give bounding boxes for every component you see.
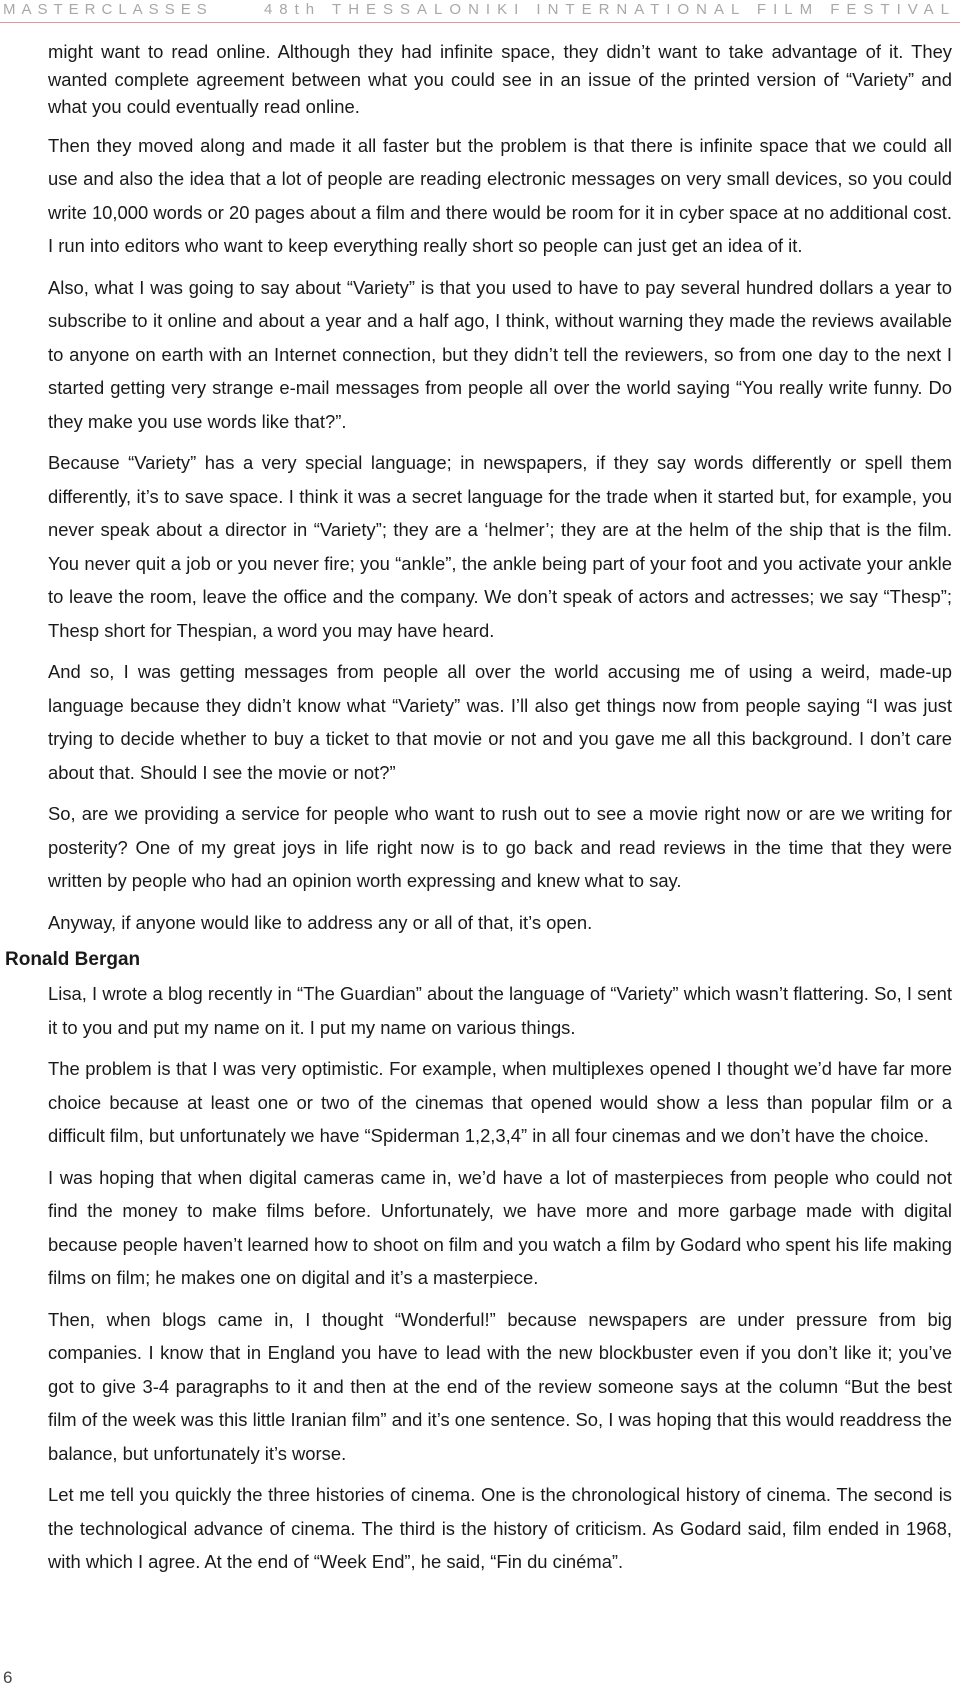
speaker-name: Ronald Bergan — [5, 949, 141, 970]
header-festival-title: 48th THESSALONIKI INTERNATIONAL FILM FESTIVAL — [263, 1, 956, 18]
page-number: 6 — [3, 1668, 13, 1687]
paragraph: Lisa, I wrote a blog recently in “The Guardian” about the language of “Variety” which wasn’t flattering. So, I sent it to you and put my name on it. I put my name on various things. — [48, 983, 952, 1038]
paragraph: Then they moved along and made it all faster but the problem is that there is infinite space that we could all use and also the idea that a lot of people are reading electronic messages on very small devices, so you could write 10,000 words or 20 pages about a film and there would be room for it in cyber space at no additional cost. I run into editors who want to keep everything really short so people can just get an idea of it. — [48, 134, 952, 256]
paragraph: Let me tell you quickly the three histories of cinema. One is the chronological history of cinema. The second is the technological advance of cinema. The third is the history of criticism. As Godard said, film ended in 1968, with which I agree. At the end of “Week End”, he said, “Fin du cinéma”. — [48, 1484, 952, 1572]
paragraph: So, are we providing a service for people who want to rush out to see a movie right now or are we writing for posterity? One of my great joys in life right now is to go back and read reviews in the time that they were written by people who had an opinion worth expressing and knew what to say. — [48, 803, 952, 891]
running-header — [0, 0, 960, 23]
page-body — [0, 38, 960, 1587]
paragraph: Also, what I was going to say about “Variety” is that you used to have to pay several hundred dollars a year to subscribe to it online and about a year and a half ago, I think, without warning they made the reviews available to anyone on earth with an Internet connection, but they didn’t tell the reviewers, so from one day to the next I started getting very strange e-mail messages from people all over the world saying “You really write funny. Do they make you use words like that?”. — [48, 276, 952, 432]
paragraph: might want to read online. Although they had infinite space, they didn’t want to take advantage of it. They wanted complete agreement between what you could see in an issue of the printed version of “Variety” and what you could eventually read online. — [48, 41, 952, 117]
paragraph: Anyway, if anyone would like to address any or all of that, it’s open. — [48, 911, 593, 933]
paragraph: The problem is that I was very optimistic. For example, when multiplexes opened I thought we’d have far more choice because at least one or two of the cinemas that opened would show a less than popular film or a difficult film, but unfortunately we have “Spiderman 1,2,3,4” in all four cinemas and we don’t have the choice. — [48, 1058, 952, 1146]
paragraph: And so, I was getting messages from people all over the world accusing me of using a weird, made-up language because they didn’t know what “Variety” was. I’ll also get things now from people saying “I was just trying to decide whether to buy a ticket to that movie or not and you gave me all this background. I don’t care about that. Should I see the movie or not?” — [48, 661, 952, 783]
paragraph: I was hoping that when digital cameras came in, we’d have a lot of masterpieces from people who could not find the money to make films before. Unfortunately, we have more and more garbage made with digital because people haven’t learned how to shoot on film and you watch a film by Godard who spent his life making films on film; he makes one on digital and it’s a masterpiece. — [48, 1166, 952, 1288]
paragraph: Then, when blogs came in, I thought “Wonderful!” because newspapers are under pressure from big companies. I know that in England you have to lead with the new blockbuster even if you don’t like it; you’ve got to give 3-4 paragraphs to it and then at the end of the review someone says at the column “But the best film of the week was this little Iranian film” and it’s one sentence. So, I was hoping that this would readdress the balance, but unfortunately it’s worse. — [48, 1308, 952, 1464]
header-section-title: MASTERCLASSES — [3, 1, 213, 18]
paragraph: Because “Variety” has a very special language; in newspapers, if they say words differently or spell them differently, it’s to save space. I think it was a secret language for the trade when it started but, for example, you never speak about a director in “Variety”; they are a ‘helmer’; they are at the helm of the ship that is the film. You never quit a job or you never fire; you “ankle”, the ankle being part of your foot and you activate your ankle to leave the room, leave the office and the company. We don’t speak of actors and actresses; we say “Thesp”; Thesp short for Thespian, a word you may have heard. — [48, 452, 952, 641]
